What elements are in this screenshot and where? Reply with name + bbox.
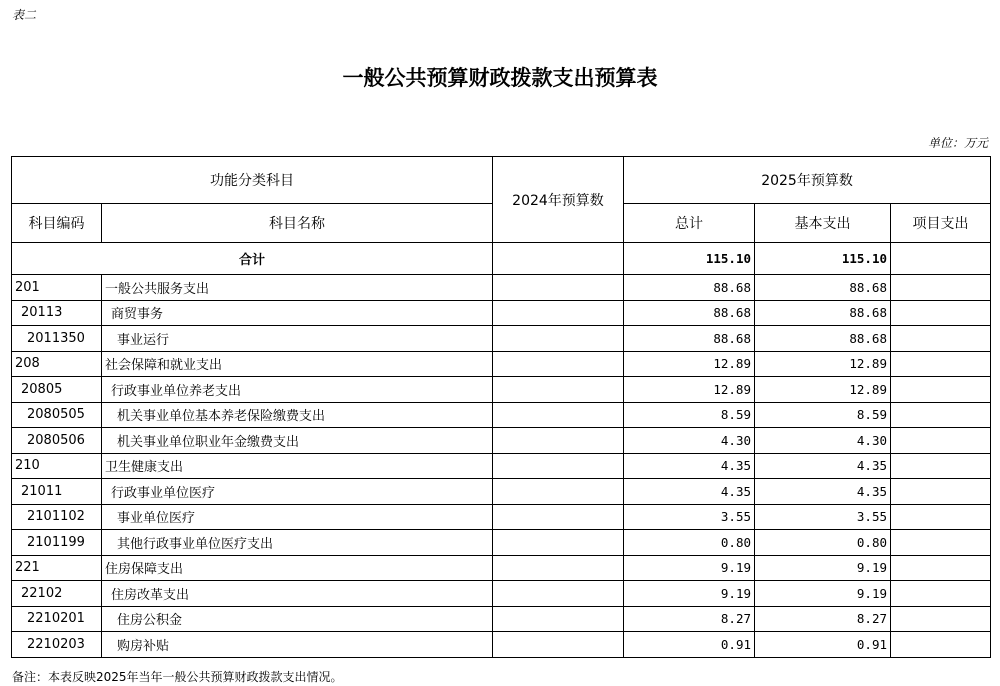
footnote: 备注：本表反映2025年当年一般公共预算财政拨款支出情况。 [12, 670, 343, 684]
row-total: 9.19 [624, 555, 755, 581]
row-code: 2210203 [12, 632, 102, 658]
row-basic: 88.68 [755, 275, 891, 301]
row-code: 21011 [12, 479, 102, 505]
row-name: 行政事业单位养老支出 [102, 377, 493, 403]
row-2024 [493, 428, 624, 454]
row-code: 2080506 [12, 428, 102, 454]
row-code: 2210201 [12, 606, 102, 632]
row-basic: 9.19 [755, 555, 891, 581]
row-2024 [493, 632, 624, 658]
row-basic: 9.19 [755, 581, 891, 607]
row-basic: 0.80 [755, 530, 891, 556]
row-basic: 88.68 [755, 300, 891, 326]
row-name: 一般公共服务支出 [102, 275, 493, 301]
header-total: 总计 [624, 204, 755, 243]
row-project [891, 351, 991, 377]
row-code: 201 [12, 275, 102, 301]
unit-label: 单位：万元 [927, 136, 988, 150]
row-code: 2101102 [12, 504, 102, 530]
row-basic: 4.35 [755, 479, 891, 505]
row-code: 20805 [12, 377, 102, 403]
row-basic: 0.91 [755, 632, 891, 658]
row-code: 221 [12, 555, 102, 581]
table-row [12, 632, 991, 658]
row-project [891, 300, 991, 326]
page-title: 一般公共预算财政拨款支出预算表 [342, 66, 658, 90]
row-basic: 8.59 [755, 402, 891, 428]
row-total: 0.91 [624, 632, 755, 658]
row-total: 4.30 [624, 428, 755, 454]
row-basic: 4.30 [755, 428, 891, 454]
row-name: 住房改革支出 [102, 581, 493, 607]
sum-total: 115.10 [624, 243, 755, 275]
row-total: 9.19 [624, 581, 755, 607]
row-total: 88.68 [624, 326, 755, 352]
header-project: 项目支出 [891, 204, 991, 243]
row-total: 3.55 [624, 504, 755, 530]
row-name: 住房公积金 [102, 606, 493, 632]
row-basic: 3.55 [755, 504, 891, 530]
table-row [12, 453, 991, 479]
row-code: 210 [12, 453, 102, 479]
table-row [12, 377, 991, 403]
row-2024 [493, 479, 624, 505]
row-code: 2011350 [12, 326, 102, 352]
budget-table [11, 156, 991, 658]
header-name: 科目名称 [102, 204, 493, 243]
table-row [12, 530, 991, 556]
table-row [12, 555, 991, 581]
row-code: 22102 [12, 581, 102, 607]
row-project [891, 453, 991, 479]
header-2024-budget: 2024年预算数 [493, 157, 624, 243]
row-basic: 88.68 [755, 326, 891, 352]
row-code: 20113 [12, 300, 102, 326]
row-2024 [493, 530, 624, 556]
row-name: 行政事业单位医疗 [102, 479, 493, 505]
row-name: 商贸事务 [102, 300, 493, 326]
row-code: 208 [12, 351, 102, 377]
row-project [891, 530, 991, 556]
table-row [12, 275, 991, 301]
row-basic: 12.89 [755, 351, 891, 377]
row-2024 [493, 300, 624, 326]
row-project [891, 275, 991, 301]
sum-project [891, 243, 991, 275]
row-2024 [493, 377, 624, 403]
row-project [891, 326, 991, 352]
row-project [891, 606, 991, 632]
row-total: 88.68 [624, 275, 755, 301]
table-row [12, 402, 991, 428]
row-project [891, 632, 991, 658]
row-basic: 4.35 [755, 453, 891, 479]
row-total: 88.68 [624, 300, 755, 326]
row-2024 [493, 555, 624, 581]
row-2024 [493, 326, 624, 352]
row-basic: 12.89 [755, 377, 891, 403]
table-row [12, 428, 991, 454]
sum-row [12, 243, 991, 275]
row-total: 8.27 [624, 606, 755, 632]
row-project [891, 555, 991, 581]
header-2025-budget: 2025年预算数 [624, 157, 991, 204]
row-2024 [493, 504, 624, 530]
row-project [891, 402, 991, 428]
row-2024 [493, 402, 624, 428]
row-name: 机关事业单位基本养老保险缴费支出 [102, 402, 493, 428]
row-code: 2101199 [12, 530, 102, 556]
row-name: 其他行政事业单位医疗支出 [102, 530, 493, 556]
row-name: 机关事业单位职业年金缴费支出 [102, 428, 493, 454]
row-code: 2080505 [12, 402, 102, 428]
row-name: 事业单位医疗 [102, 504, 493, 530]
sum-basic: 115.10 [755, 243, 891, 275]
row-2024 [493, 275, 624, 301]
sum-2024 [493, 243, 624, 275]
table-row [12, 326, 991, 352]
row-name: 住房保障支出 [102, 555, 493, 581]
table-row [12, 351, 991, 377]
row-name: 卫生健康支出 [102, 453, 493, 479]
row-project [891, 428, 991, 454]
row-2024 [493, 453, 624, 479]
row-total: 4.35 [624, 479, 755, 505]
row-project [891, 581, 991, 607]
row-total: 4.35 [624, 453, 755, 479]
table-tag: 表二 [12, 8, 37, 22]
row-project [891, 479, 991, 505]
row-total: 12.89 [624, 377, 755, 403]
row-name: 社会保障和就业支出 [102, 351, 493, 377]
row-2024 [493, 351, 624, 377]
row-project [891, 377, 991, 403]
row-total: 12.89 [624, 351, 755, 377]
table-row [12, 479, 991, 505]
row-name: 购房补贴 [102, 632, 493, 658]
row-2024 [493, 581, 624, 607]
header-code: 科目编码 [12, 204, 102, 243]
row-project [891, 504, 991, 530]
row-total: 8.59 [624, 402, 755, 428]
table-row [12, 606, 991, 632]
table-row [12, 300, 991, 326]
row-total: 0.80 [624, 530, 755, 556]
row-2024 [493, 606, 624, 632]
sum-label: 合计 [12, 243, 493, 275]
header-func-class: 功能分类科目 [12, 157, 493, 204]
header-basic: 基本支出 [755, 204, 891, 243]
table-row [12, 581, 991, 607]
table-row [12, 504, 991, 530]
row-name: 事业运行 [102, 326, 493, 352]
row-basic: 8.27 [755, 606, 891, 632]
